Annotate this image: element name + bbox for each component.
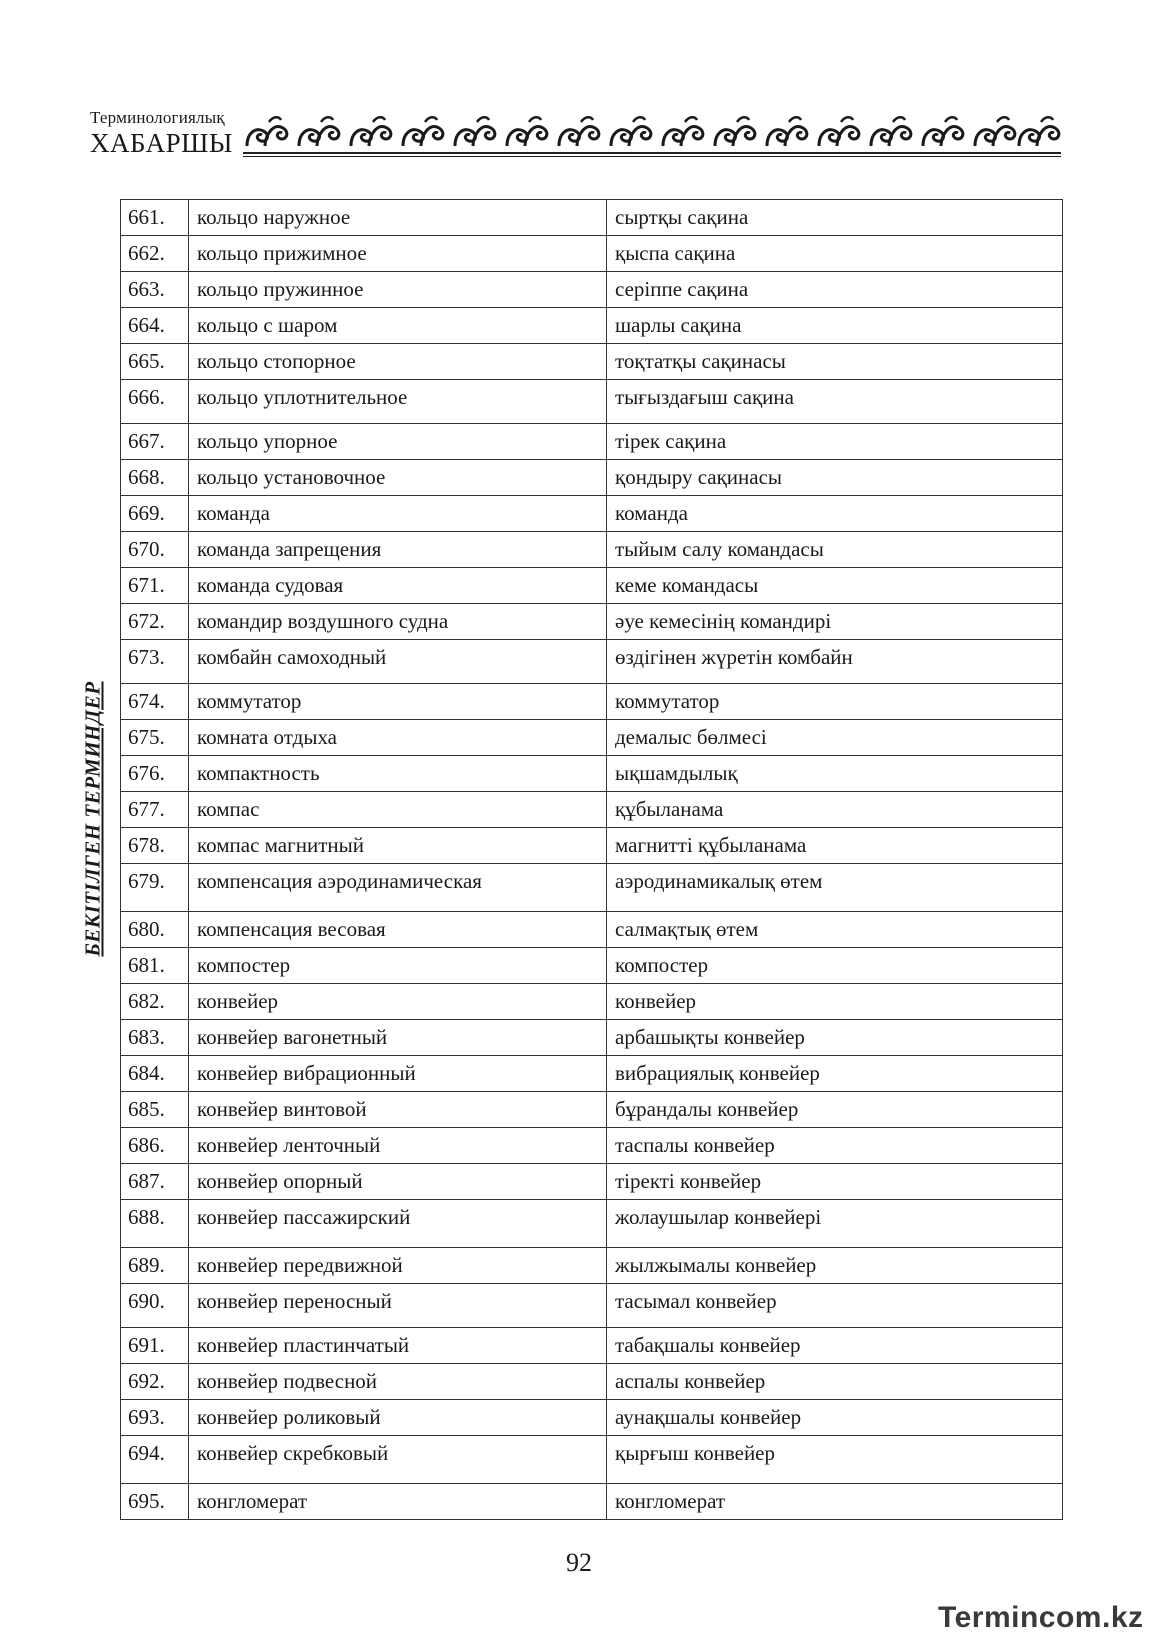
header-rule-thin [243,156,1061,157]
term-russian: конвейер [189,984,607,1020]
term-kazakh: арбашықты конвейер [607,1020,1063,1056]
term-kazakh: таспалы конвейер [607,1128,1063,1164]
table-row [121,272,1063,308]
term-number: 693. [121,1400,189,1436]
term-kazakh: құбыланама [607,792,1063,828]
term-russian: кольцо прижимное [189,236,607,272]
term-kazakh: қондыру сақинасы [607,460,1063,496]
table-row [121,1200,1063,1248]
term-russian: конвейер опорный [189,1164,607,1200]
term-russian: кольцо наружное [189,200,607,236]
term-russian: кольцо установочное [189,460,607,496]
term-number: 678. [121,828,189,864]
table-row [121,604,1063,640]
term-russian: компостер [189,948,607,984]
term-russian: кольцо уплотнительное [189,380,607,424]
term-russian: кольцо стопорное [189,344,607,380]
side-section-label-text: БЕКІТІЛГЕН ТЕРМИНДЕР [80,681,105,957]
term-number: 665. [121,344,189,380]
side-section-label [78,664,108,974]
table-row [121,1284,1063,1328]
term-russian: конвейер подвесной [189,1364,607,1400]
table-row [121,1364,1063,1400]
term-russian: конвейер переносный [189,1284,607,1328]
term-russian: кольцо упорное [189,424,607,460]
term-kazakh: компостер [607,948,1063,984]
term-number: 695. [121,1484,189,1520]
term-russian: коммутатор [189,684,607,720]
term-kazakh: шарлы сақина [607,308,1063,344]
table-row [121,640,1063,684]
term-kazakh: тасымал конвейер [607,1284,1063,1328]
term-kazakh: тоқтатқы сақинасы [607,344,1063,380]
term-kazakh: тыйым салу командасы [607,532,1063,568]
term-russian: конвейер роликовый [189,1400,607,1436]
term-russian: конвейер пластинчатый [189,1328,607,1364]
term-number: 676. [121,756,189,792]
term-number: 670. [121,532,189,568]
term-russian: комбайн самоходный [189,640,607,684]
table-row [121,1056,1063,1092]
header-rule [243,152,1061,154]
term-russian: командир воздушного судна [189,604,607,640]
term-kazakh: қыспа сақина [607,236,1063,272]
term-kazakh: аспалы конвейер [607,1364,1063,1400]
term-number: 675. [121,720,189,756]
terms-table-body [121,200,1063,1520]
table-row [121,1328,1063,1364]
journal-title: ХАБАРШЫ [90,128,233,158]
term-kazakh: өздігінен жүретін комбайн [607,640,1063,684]
term-russian: команда судовая [189,568,607,604]
table-row [121,984,1063,1020]
term-number: 685. [121,1092,189,1128]
term-number: 682. [121,984,189,1020]
term-kazakh: конвейер [607,984,1063,1020]
term-kazakh: кеме командасы [607,568,1063,604]
table-row [121,1128,1063,1164]
term-kazakh: вибрациялық конвейер [607,1056,1063,1092]
term-kazakh: ықшамдылық [607,756,1063,792]
table-row [121,568,1063,604]
ornament-border-icon [243,110,1061,152]
term-number: 690. [121,1284,189,1328]
term-number: 671. [121,568,189,604]
term-number: 666. [121,380,189,424]
term-russian: команда запрещения [189,532,607,568]
term-number: 669. [121,496,189,532]
term-kazakh: сыртқы сақина [607,200,1063,236]
term-number: 677. [121,792,189,828]
term-russian: компас [189,792,607,828]
table-row [121,532,1063,568]
term-number: 691. [121,1328,189,1364]
table-row [121,1248,1063,1284]
term-number: 664. [121,308,189,344]
term-number: 692. [121,1364,189,1400]
term-russian: компактность [189,756,607,792]
term-number: 683. [121,1020,189,1056]
term-number: 661. [121,200,189,236]
term-number: 687. [121,1164,189,1200]
term-kazakh: тірек сақина [607,424,1063,460]
table-row [121,1400,1063,1436]
term-kazakh: жолаушылар конвейері [607,1200,1063,1248]
term-russian: конвейер передвижной [189,1248,607,1284]
term-russian: конвейер вибрационный [189,1056,607,1092]
table-row [121,792,1063,828]
table-row [121,912,1063,948]
term-russian: кольцо пружинное [189,272,607,308]
term-russian: конвейер ленточный [189,1128,607,1164]
term-russian: конвейер пассажирский [189,1200,607,1248]
terms-table [120,199,1063,1520]
term-kazakh: салмақтық өтем [607,912,1063,948]
term-russian: компас магнитный [189,828,607,864]
term-number: 672. [121,604,189,640]
table-row [121,460,1063,496]
table-row [121,828,1063,864]
term-kazakh: серіппе сақина [607,272,1063,308]
table-row [121,200,1063,236]
term-russian: компенсация аэродинамическая [189,864,607,912]
term-kazakh: қырғыш конвейер [607,1436,1063,1484]
term-kazakh: аунақшалы конвейер [607,1400,1063,1436]
term-number: 686. [121,1128,189,1164]
term-number: 680. [121,912,189,948]
term-number: 674. [121,684,189,720]
term-number: 681. [121,948,189,984]
table-row [121,756,1063,792]
term-russian: команда [189,496,607,532]
table-row [121,948,1063,984]
term-number: 694. [121,1436,189,1484]
table-row [121,236,1063,272]
term-russian: конгломерат [189,1484,607,1520]
page-number: 92 [566,1548,592,1577]
table-row [121,1020,1063,1056]
term-kazakh: аэродинамикалық өтем [607,864,1063,912]
term-number: 684. [121,1056,189,1092]
term-number: 673. [121,640,189,684]
term-number: 689. [121,1248,189,1284]
journal-subtitle: Терминологиялық [90,108,225,127]
table-row [121,1484,1063,1520]
term-russian: комната отдыха [189,720,607,756]
table-row [121,496,1063,532]
term-russian: кольцо с шаром [189,308,607,344]
term-kazakh: тіректі конвейер [607,1164,1063,1200]
term-russian: конвейер скребковый [189,1436,607,1484]
term-number: 679. [121,864,189,912]
table-row [121,344,1063,380]
term-russian: конвейер винтовой [189,1092,607,1128]
table-row [121,1092,1063,1128]
term-number: 668. [121,460,189,496]
term-kazakh: магнитті құбыланама [607,828,1063,864]
term-kazakh: команда [607,496,1063,532]
term-kazakh: тығыздағыш сақина [607,380,1063,424]
table-row [121,380,1063,424]
table-row [121,424,1063,460]
term-russian: конвейер вагонетный [189,1020,607,1056]
term-kazakh: табақшалы конвейер [607,1328,1063,1364]
term-number: 667. [121,424,189,460]
term-number: 688. [121,1200,189,1248]
term-kazakh: конгломерат [607,1484,1063,1520]
term-kazakh: әуе кемесінің командирі [607,604,1063,640]
term-kazakh: демалыс бөлмесі [607,720,1063,756]
site-watermark-logo [938,1601,1143,1635]
table-row [121,720,1063,756]
watermark-text: Termincom.kz [938,1601,1144,1634]
term-number: 663. [121,272,189,308]
journal-header [86,108,1061,158]
table-row [121,864,1063,912]
table-row [121,1436,1063,1484]
term-kazakh: бұрандалы конвейер [607,1092,1063,1128]
term-number: 662. [121,236,189,272]
term-kazakh: жылжымалы конвейер [607,1248,1063,1284]
term-kazakh: коммутатор [607,684,1063,720]
term-russian: компенсация весовая [189,912,607,948]
table-row [121,684,1063,720]
table-row [121,308,1063,344]
table-row [121,1164,1063,1200]
